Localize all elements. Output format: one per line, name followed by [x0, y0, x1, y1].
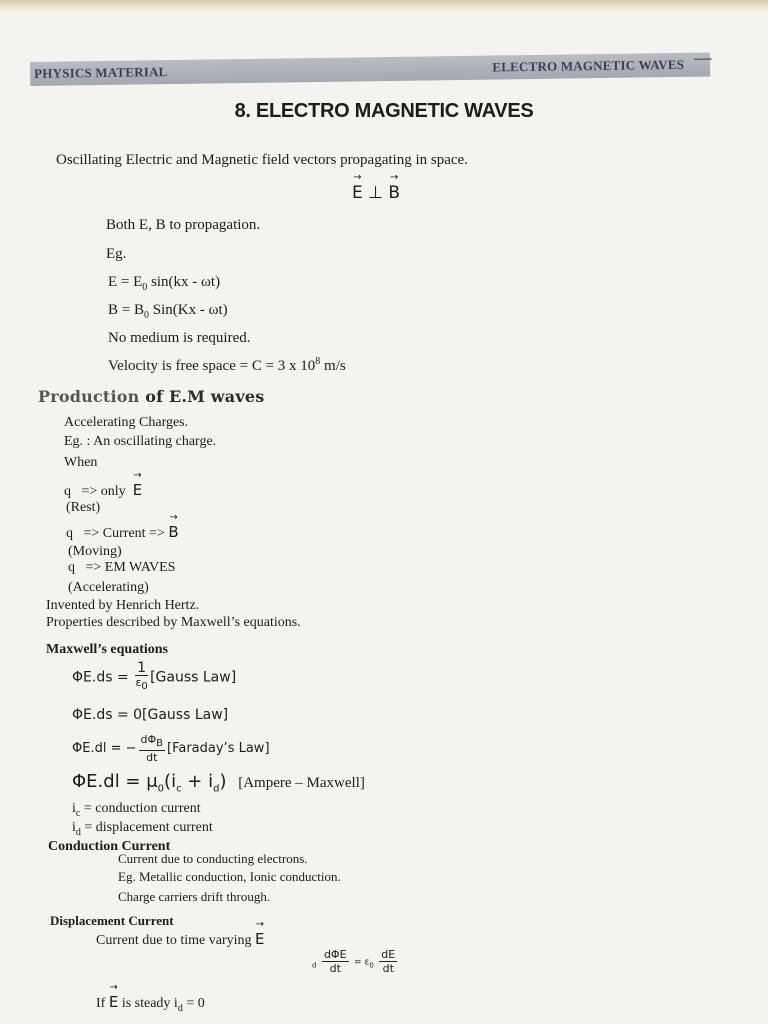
maxwell-eq-1 — [72, 662, 236, 693]
properties-line: Properties described by Maxwell’s equations. — [46, 615, 301, 630]
ic-definition — [72, 801, 201, 819]
eq3-num-text: dΦ — [140, 733, 157, 746]
maxwell-eq-2 — [72, 707, 228, 723]
running-header — [30, 53, 710, 86]
formula-2-numerator: dE — [381, 948, 396, 961]
q-rest-line — [64, 481, 142, 500]
e-eq-tail: sin(kx - ωt) — [147, 274, 221, 290]
steady-sub: d — [177, 1002, 183, 1014]
vector-e: → E — [352, 183, 363, 203]
production-heading-b: of E.M waves — [139, 387, 265, 406]
eq1-den-symbol: ε — [135, 676, 142, 689]
q-rest-text: q => only — [64, 484, 133, 499]
eq1-law: [Gauss Law] — [150, 669, 237, 686]
displacement-text: Current due to time varying — [96, 933, 256, 948]
vector-e-time-varying: → E — [255, 930, 264, 948]
eq3-lhs: ΦE.dl = − — [72, 741, 137, 757]
header-rule — [694, 58, 712, 59]
vector-e-steady: → E — [109, 993, 118, 1011]
page-title: 8. ELECTRO MAGNETIC WAVES — [234, 100, 534, 122]
ic-symbol: i — [72, 801, 76, 816]
displacement-formula — [312, 948, 399, 975]
eq4-ic-sub: c — [176, 783, 182, 795]
formula-prefix: d — [312, 961, 317, 970]
header-chapter: ELECTRO MAGNETIC WAVES — [492, 56, 685, 75]
eq4-law: [Ampere – Maxwell] — [238, 775, 365, 791]
conduction-line-3: Charge carriers drift through. — [118, 889, 271, 904]
vector-b-moving: → B — [168, 523, 178, 541]
eq3-numerator — [139, 733, 166, 751]
maxwell-heading: Maxwell’s equations — [46, 642, 168, 657]
displacement-line-1 — [96, 930, 265, 949]
q-moving-line — [66, 523, 179, 542]
b-eq-part: B = B — [108, 302, 144, 318]
oscillating-charge-line: Eg. : An oscillating charge. — [64, 434, 217, 449]
eq3-law: [Faraday’s Law] — [167, 741, 270, 757]
eq4-id-sub: d — [213, 783, 220, 795]
eq1-den-sub: 0 — [141, 681, 148, 693]
q-accelerating-line: q => EM WAVES — [68, 560, 176, 575]
page-top-edge — [0, 0, 768, 12]
vector-b: → B — [388, 183, 400, 203]
id-text: = displacement current — [80, 820, 213, 835]
perpendicular-symbol: ⊥ — [368, 183, 383, 203]
invented-line: Invented by Henrich Hertz. — [46, 598, 200, 613]
e-eq-sub: 0 — [142, 282, 148, 293]
eq1-denominator — [135, 676, 148, 693]
intro-line: Oscillating Electric and Magnetic field vectors propagating in space. — [56, 152, 468, 168]
rest-note: (Rest) — [66, 500, 101, 515]
velocity-text: Velocity is free space = C = 3 x 10 — [108, 358, 316, 374]
steady-if: If — [96, 996, 109, 1011]
eq4-plus: + i — [181, 771, 214, 792]
conduction-line-2: Eg. Metallic conduction, Ionic conduction. — [118, 869, 341, 884]
eq3-fraction — [139, 733, 166, 764]
eq1-numerator: 1 — [137, 660, 147, 676]
formula-1-numerator: dΦE — [323, 948, 347, 961]
b-eq-sub: 0 — [143, 310, 149, 321]
when-line: When — [64, 455, 98, 470]
eq1-lhs: ΦE.ds = — [72, 669, 134, 686]
id-sub: d — [75, 826, 81, 838]
velocity-line — [108, 356, 346, 375]
ic-text: = conduction current — [80, 801, 201, 816]
velocity-unit: m/s — [320, 358, 346, 374]
steady-zero: = 0 — [182, 996, 205, 1011]
moving-note: (Moving) — [68, 544, 122, 559]
b-eq-tail: Sin(Kx - ωt) — [148, 302, 228, 318]
q-moving-text: q => Current => — [66, 526, 169, 541]
formula-equals-epsilon: = ε — [354, 957, 370, 968]
eq3-num-sub: B — [156, 738, 164, 750]
eq4-mu-sub: 0 — [157, 783, 165, 795]
steady-text: is steady i — [118, 996, 178, 1011]
eq1-fraction — [135, 662, 148, 693]
eg-label: Eg. — [106, 246, 127, 262]
b-field-equation — [108, 302, 228, 321]
eq4-paren-open: (i — [164, 771, 177, 792]
conduction-heading: Conduction Current — [48, 839, 171, 854]
formula-fraction-1 — [322, 948, 349, 975]
e-field-equation — [108, 274, 220, 293]
vector-e-rest: → E — [133, 481, 142, 499]
eq2-law: [Gauss Law] — [142, 707, 229, 723]
production-heading-a: Production — [38, 387, 140, 406]
e-eq-part: E = E — [108, 274, 143, 290]
id-symbol: i — [72, 820, 76, 835]
eq3-denominator: dt — [146, 751, 158, 765]
steady-field-line — [96, 993, 205, 1014]
formula-fraction-2 — [379, 948, 397, 975]
accelerating-line: Accelerating Charges. — [64, 415, 189, 430]
formula-2-denominator: dt — [382, 962, 394, 975]
ic-sub: c — [75, 807, 81, 819]
id-definition — [72, 820, 213, 838]
accelerating-note: (Accelerating) — [68, 580, 149, 595]
eq4-lhs: ΦE.dl = μ — [72, 771, 158, 792]
eq2-lhs: ΦE.ds = 0 — [72, 707, 143, 723]
formula-epsilon-sub: 0 — [369, 961, 374, 970]
velocity-exponent: 8 — [315, 356, 321, 367]
no-medium-line: No medium is required. — [108, 330, 251, 346]
both-e-b-line: Both E, B to propagation. — [106, 217, 261, 233]
conduction-line-1: Current due to conducting electrons. — [118, 851, 308, 866]
production-heading — [38, 387, 264, 406]
perpendicular-relation — [352, 183, 400, 203]
eq4-paren-close: ) — [219, 771, 227, 792]
maxwell-eq-4 — [72, 771, 365, 795]
displacement-heading: Displacement Current — [50, 913, 174, 928]
maxwell-eq-3 — [72, 733, 270, 764]
header-subject: PHYSICS MATERIAL — [34, 64, 168, 81]
formula-1-denominator: dt — [329, 962, 341, 975]
